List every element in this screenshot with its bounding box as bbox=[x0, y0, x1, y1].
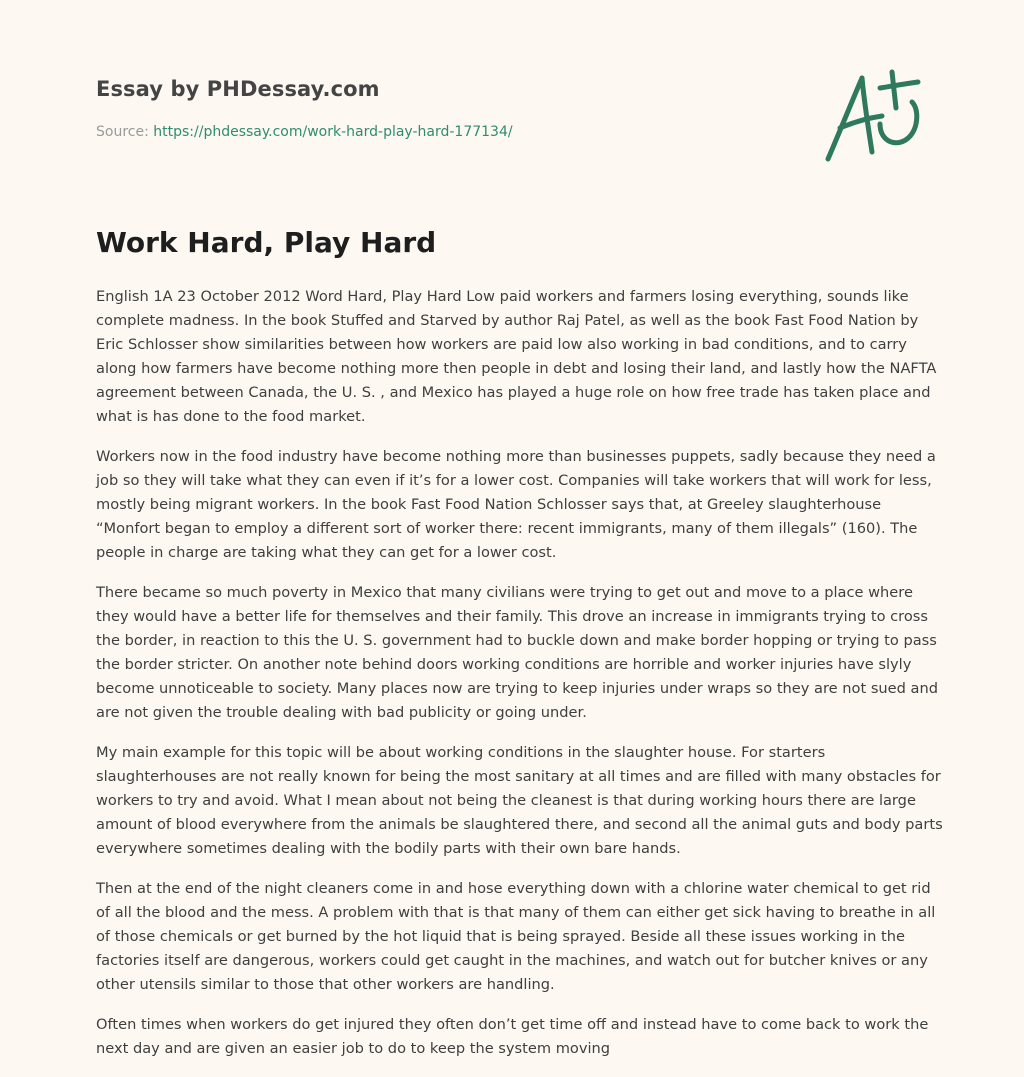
essay-title: Work Hard, Play Hard bbox=[96, 226, 437, 259]
site-title: Essay by PHDessay.com bbox=[96, 77, 380, 101]
essay-paragraph: There became so much poverty in Mexico that many civilians were trying to get out and move to a place where they would have a better life for themselves and their family. This drove an increase in immigrants trying to cross the border, in reaction to this the U. S. government had to buckle down and make border hopping or trying to pass the border stricter. On another note behind doors working conditions are horrible and worker injuries have slyly become unnoticeable to society. Many places now are trying to keep injuries under wraps so they are not sued and are not given the trouble dealing with bad publicity or going under. bbox=[96, 584, 939, 721]
source-link[interactable]: https://phdessay.com/work-hard-play-hard-177134/ bbox=[153, 124, 513, 140]
essay-paragraph: English 1A 23 October 2012 Word Hard, Play Hard Low paid workers and farmers losing everything, sounds like complete madness. In the book Stuffed and Starved by author Raj Patel, as well as the book Fast Food Nation by Eric Schlosser show similarities between how workers are paid low also working in bad conditions, and to carry along how farmers have become nothing more then people in debt and losing their land, and lastly how the NAFTA agreement between Canada, the U. S. , and Mexico has played a huge role on how free trade has taken place and what is has done to the food market. bbox=[96, 288, 937, 425]
a-plus-logo-icon bbox=[820, 66, 930, 166]
essay-paragraph: Workers now in the food industry have become nothing more than businesses puppets, sadly because they need a job so they will take what they can even if it’s for a lower cost. Companies will take workers that will work for less, mostly being migrant workers. In the book Fast Food Nation Schlosser says that, at Greeley slaughterhouse “Monfort began to employ a different sort of worker there: recent immigrants, many of them illegals” (160). The people in charge are taking what they can get for a lower cost. bbox=[96, 448, 936, 561]
source-label: Source: bbox=[96, 124, 149, 140]
source-line bbox=[96, 124, 513, 140]
essay-paragraph: Often times when workers do get injured they often don’t get time off and instead have to come back to work the next day and are given an easier job to do to keep the system moving bbox=[96, 1016, 929, 1057]
essay-paragraph: Then at the end of the night cleaners come in and hose everything down with a chlorine water chemical to get rid of all the blood and the mess. A problem with that is that many of them can either get sick having to breathe in all of those chemicals or get burned by the hot liquid that is being sprayed. Beside all these issues working in the factories itself are dangerous, workers could get caught in the machines, and watch out for butcher knives or any other utensils similar to those that other workers are handling. bbox=[96, 880, 936, 993]
essay-paragraph: My main example for this topic will be about working conditions in the slaughter house. For starters slaughterhouses are not really known for being the most sanitary at all times and are filled with many obstacles for workers to try and avoid. What I mean about not being the cleanest is that during working hours there are large amount of blood everywhere from the animals be slaughtered there, and second all the animal guts and body parts everywhere sometimes dealing with the bodily parts with their own bare hands. bbox=[96, 744, 943, 857]
essay-body bbox=[96, 285, 946, 1077]
